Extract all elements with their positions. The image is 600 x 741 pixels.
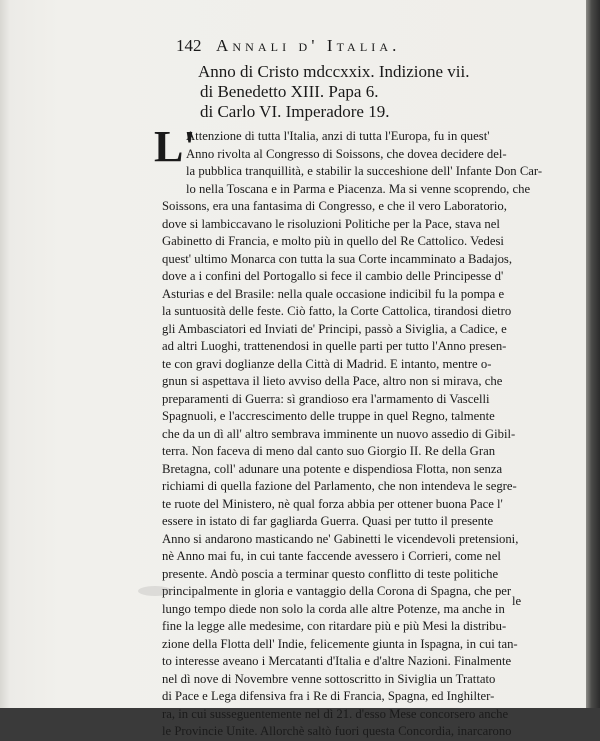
margin-smudge: [138, 586, 172, 596]
year-heading-line: di Carlo VI. Imperadore 19.: [200, 102, 390, 121]
text-line: nel dì nove di Novembre venne sottoscritto in Siviglia un Trattato: [162, 671, 496, 686]
text-line: Anno si andarono masticando ne' Gabinetti le vicendevoli pretensioni,: [162, 531, 519, 546]
text-line: principalmente in gloria e vantaggio della Corona di Spagna, che per: [162, 584, 512, 598]
text-line: quest' ultimo Monarca con tutta la sua Corte incamminato a Badajos,: [162, 251, 513, 266]
page-number: 142: [176, 36, 202, 55]
text-line: Gabinetto di Francia, e molto più in quello del Re Cattolico. Vedesi: [162, 234, 504, 248]
catchword: le: [512, 594, 522, 608]
text-line: zione della Flotta dell' Indie, felicemente giunta in Ispagna, in cui tan-: [162, 636, 518, 651]
text-line: la pubblica tranquillità, e stabilir la succeshione dell' Infante Don Car-: [186, 164, 543, 178]
text-line: Soissons, era una fantasima di Congresso, e che il vero Laboratorio,: [162, 199, 507, 213]
text-line: terra. Non faceva di meno dal canto suo Giorgio II. Re della Gran: [162, 444, 496, 458]
text-line: te ruote del Ministero, nè qual forza abbia per ottener buona Pace l': [162, 496, 503, 511]
text-line: preparamenti di Guerra: sì grandioso era l'armamento di Vascelli: [162, 391, 490, 406]
text-line: lo nella Toscana e in Parma e Piacenza. Ma si venne scoprendo, che: [186, 181, 531, 196]
text-line: richiami di quella fazione del Parlamento, che non intendeva le segre-: [162, 479, 517, 493]
drop-cap: L': [154, 122, 196, 171]
text-line: gli Ambasciatori ed Inviati de' Principi, passò a Siviglia, a Cadice, e: [162, 321, 507, 336]
text-line: nè Anno mai fu, in cui tante faccende avessero i Corrieri, come nel: [162, 549, 501, 563]
year-heading: [198, 62, 558, 122]
text-line: che da un dì all' altro sembrava imminente un nuovo assedio di Gibil-: [162, 426, 516, 441]
text-line: dove si lambiccavano le risoluzioni Politiche per la Pace, stava nel: [162, 216, 500, 231]
year-heading-line: di Benedetto XIII. Papa 6.: [200, 82, 379, 101]
text-line: ra, in cui susseguentemente nel dì 21. d'esso Mese concorsero anche: [162, 706, 509, 721]
text-line: Asturias e del Brasile: nella quale occasione indicibil fu la pompa e: [162, 286, 505, 301]
text-line: Bretagna, coll' adunare una potente e dispendiosa Flotta, non senza: [162, 461, 503, 476]
text-line: dove a i confini del Portogallo si fece il cambio delle Principesse d': [162, 269, 504, 283]
text-line: te con gravi doglianze della Città di Madrid. E intanto, mentre o-: [162, 356, 492, 371]
text-line: di Pace e Lega difensiva fra i Re di Francia, Spagna, ed Inghilter-: [162, 689, 495, 703]
text-line: Spagnuoli, e l'accrescimento delle truppe in quel Regno, talmente: [162, 409, 495, 423]
book-gutter-edge: [586, 0, 600, 708]
text-line: gnun si aspettava il lieto avviso della Pace, altro non si mirava, che: [162, 374, 503, 388]
text-line: to interesse aveano i Mercatanti d'Italia e d'altre Nazioni. Finalmente: [162, 654, 512, 668]
page-header: [176, 36, 516, 58]
text-line: ad altri Luoghi, trattenendosi in quelle parti per tutto l'Anno presen-: [162, 339, 507, 353]
text-line: essere in istato di far gagliarda Guerra. Quasi per tutto il presente: [162, 514, 494, 528]
text-line: fine la legge alle medesime, con ritardare più e più Mesi la distribu-: [162, 619, 507, 633]
running-title: Annali d' Italia.: [216, 36, 401, 55]
text-line: Attenzione di tutta l'Italia, anzi di tutta l'Europa, fu in quest': [186, 129, 490, 143]
year-heading-line: Anno di Cristo mdccxxix. Indizione vii.: [198, 62, 470, 81]
text-line: la suntuosità delle feste. Ciò fatto, la Corte Cattolica, tirandosi dietro: [162, 304, 512, 318]
body-text: [162, 128, 554, 741]
text-line: le Provincie Unite. Allorchè saltò fuori questa Concordia, inarcarono: [162, 724, 512, 738]
text-line: Anno rivolta al Congresso di Soissons, che dovea decidere del-: [186, 146, 507, 161]
text-line: presente. Andò poscia a terminar questo conflitto di teste politiche: [162, 566, 499, 581]
text-line: lungo tempo diede non solo la corda alle altre Potenze, ma anche in: [162, 601, 505, 616]
